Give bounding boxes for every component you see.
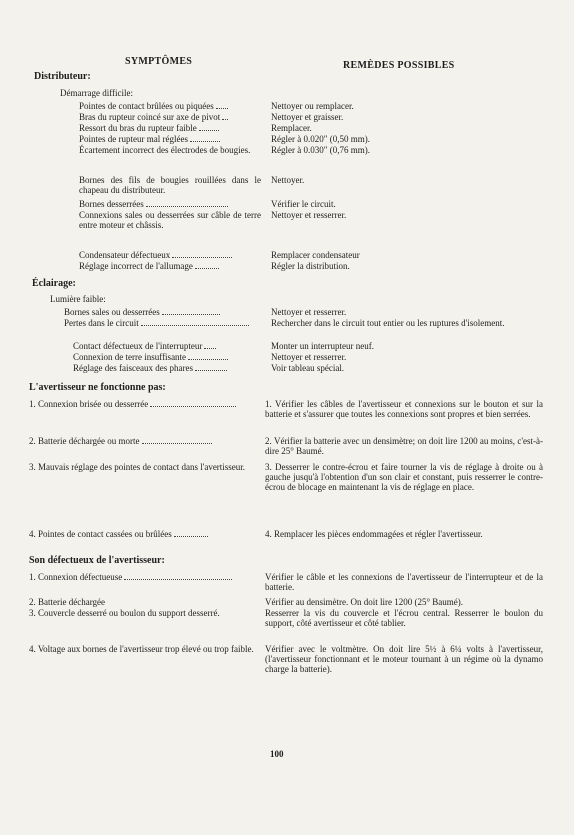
- symptom-text: Pointes de rupteur mal réglées: [79, 134, 188, 144]
- subsection-demarrage: Démarrage difficile:: [60, 88, 134, 98]
- remedy-text: Remplacer.: [271, 123, 312, 133]
- symptom-text: Connexions sales ou desserrées sur câble de terre entre moteur et châssis.: [79, 210, 261, 230]
- remedy-text: 1. Vérifier les câbles de l'avertisseur et connexions sur le bouton et sur la batterie et s'assurer que toutes les connexions sont propres et bien serrées.: [265, 399, 543, 419]
- symptom-text: 4. Voltage aux bornes de l'avertisseur trop élevé ou trop faible.: [29, 644, 254, 654]
- section-title-distributeur: Distributeur:: [34, 71, 91, 82]
- page-number: 100: [270, 749, 284, 759]
- remedy-text: 2. Vérifier la batterie avec un densimètre; on doit lire 1200 au moins, c'est-à-dire 25° Baumé.: [265, 436, 543, 456]
- remedy-text: Nettoyer et resserrer.: [271, 307, 347, 317]
- symptom-text: Bornes des fils de bougies rouillées dans le chapeau du distributeur.: [79, 175, 261, 195]
- symptom-text: 2. Batterie déchargée: [29, 597, 106, 607]
- dot-leader: [195, 369, 227, 371]
- remedy-text: Régler la distribution.: [271, 261, 350, 271]
- remedy-text: Monter un interrupteur neuf.: [271, 341, 374, 351]
- symptom-text: Écartement incorrect des électrodes de bougies.: [79, 145, 251, 155]
- symptom-text: 4. Pointes de contact cassées ou brûlées: [29, 529, 172, 539]
- dot-leader: [199, 129, 219, 131]
- symptom-text: Bornes desserrées: [79, 199, 144, 209]
- symptom-text: 1. Connexion défectueuse: [29, 572, 123, 582]
- remedy-text: Vérifier le circuit.: [271, 199, 336, 209]
- remedy-text: Voir tableau spécial.: [271, 363, 345, 373]
- symptom-text: Pertes dans le circuit: [64, 318, 139, 328]
- remedy-text: Nettoyer.: [271, 175, 305, 185]
- symptom-text: 1. Connexion brisée ou desserrée: [29, 399, 149, 409]
- dot-leader: [204, 347, 216, 349]
- remedy-text: Vérifier avec le voltmètre. On doit lire 5½ à 6¼ volts à l'avertisseur, (l'avertisseur fonctionnant et le moteur tournant à un régime où la dynamo charge la batterie).: [265, 644, 543, 674]
- symptoms-header: SYMPTÔMES: [125, 56, 193, 67]
- remedy-text: Resserrer la vis du couvercle et l'écrou central. Resserrer le boulon du support, côté avertisseur et côté tablier.: [265, 608, 543, 628]
- remedy-text: Régler à 0.020″ (0,50 mm).: [271, 134, 370, 144]
- symptom-text: Ressort du bras du rupteur faible: [79, 123, 197, 133]
- dot-leader: [162, 313, 220, 315]
- dot-leader: [142, 442, 212, 444]
- dot-leader: [141, 324, 249, 326]
- remedy-text: Remplacer condensateur: [271, 250, 360, 260]
- dot-leader: [174, 535, 208, 537]
- remedy-text: Nettoyer et graisser.: [271, 112, 344, 122]
- section-title-eclairage: Éclairage:: [32, 278, 76, 289]
- dot-leader: [172, 256, 232, 258]
- symptom-text: Réglage des faisceaux des phares: [73, 363, 193, 373]
- symptom-text: Contact défectueux de l'interrupteur: [73, 341, 203, 351]
- remedy-text: Vérifier le câble et les connexions de l'avertisseur de l'interrupteur et de la batterie.: [265, 572, 543, 592]
- remedy-text: Nettoyer et resserrer.: [271, 210, 347, 220]
- dot-leader: [150, 405, 236, 407]
- remedy-text: Nettoyer ou remplacer.: [271, 101, 354, 111]
- dot-leader: [188, 358, 228, 360]
- dot-leader: [124, 578, 232, 580]
- symptom-text: Connexion de terre insuffisante: [73, 352, 187, 362]
- symptom-text: Réglage incorrect de l'allumage: [79, 261, 193, 271]
- subsection-lumiere: Lumière faible:: [50, 294, 106, 304]
- section-title-son-defectueux: Son défectueux de l'avertisseur:: [29, 555, 165, 566]
- remedy-text: 4. Remplacer les pièces endommagées et régler l'avertisseur.: [265, 529, 483, 539]
- symptom-text: 3. Mauvais réglage des pointes de contact dans l'avertisseur.: [29, 462, 246, 472]
- symptom-text: Bras du rupteur coincé sur axe de pivot: [79, 112, 221, 122]
- remedy-text: Nettoyer et resserrer.: [271, 352, 347, 362]
- remedy-text: Rechercher dans le circuit tout entier ou les ruptures d'isolement.: [271, 318, 505, 328]
- remedy-text: Régler à 0.030″ (0,76 mm).: [271, 145, 370, 155]
- dot-leader: [222, 118, 228, 120]
- remedies-header: REMÈDES POSSIBLES: [343, 60, 455, 71]
- section-title-avertisseur-ne-fonctionne-pas: L'avertisseur ne fonctionne pas:: [29, 382, 166, 393]
- dot-leader: [190, 140, 220, 142]
- dot-leader: [146, 205, 228, 207]
- dot-leader: [195, 267, 219, 269]
- symptom-text: Bornes sales ou desserrées: [64, 307, 160, 317]
- symptom-text: Pointes de contact brûlées ou piquées: [79, 101, 214, 111]
- symptom-text: Condensateur défectueux: [79, 250, 171, 260]
- remedy-text: Vérifier au densimètre. On doit lire 1200 (25° Baumé).: [265, 597, 464, 607]
- dot-leader: [216, 107, 228, 109]
- remedy-text: 3. Desserrer le contre-écrou et faire tourner la vis de réglage à droite ou à gauche jusqu'à l'obtention d'un son clair et constant, puis resserrer le contre-écrou de blocage en maintenant la vis de réglage en place.: [265, 462, 543, 492]
- symptom-text: 2. Batterie déchargée ou morte: [29, 436, 140, 446]
- symptom-text: 3. Couvercle desserré ou boulon du support desserré.: [29, 608, 220, 618]
